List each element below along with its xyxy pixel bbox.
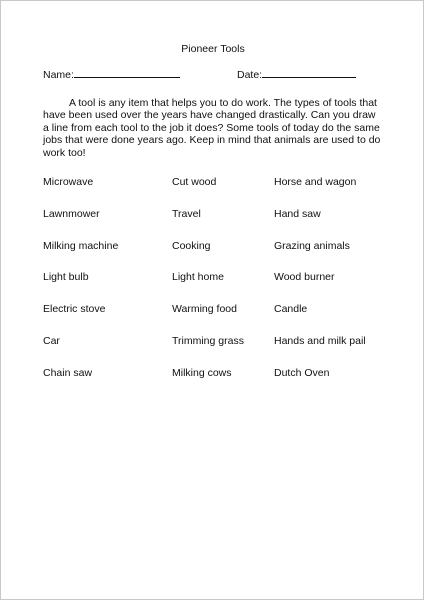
date-field: [237, 67, 356, 81]
job: Trimming grass: [172, 334, 244, 347]
name-field: [43, 67, 180, 81]
modern-tool: Light bulb: [43, 271, 89, 284]
pioneer-tool: Hand saw: [274, 207, 321, 220]
job: Light home: [172, 271, 224, 284]
name-blank-line: [74, 67, 180, 78]
job: Travel: [172, 207, 201, 220]
modern-tool: Milking machine: [43, 239, 119, 252]
match-row: [43, 335, 403, 367]
instructions-paragraph: A tool is any item that helps you to do work. The types of tools that have been used over the years have changed drastically. Can you draw a line from each tool to the job it does? Some tools of today do the same jobs that were done years ago. Keep in mind that animals are used to do work too!: [43, 97, 381, 159]
modern-tool: Microwave: [43, 176, 94, 188]
job: Milking cows: [172, 366, 232, 379]
modern-tool: Electric stove: [43, 303, 106, 316]
pioneer-tool: Wood burner: [274, 271, 335, 284]
pioneer-tool: Dutch Oven: [274, 366, 330, 379]
job: Cut wood: [172, 176, 217, 188]
job: Warming food: [172, 303, 237, 316]
pioneer-tool: Candle: [274, 303, 308, 316]
date-label: Date:: [237, 69, 263, 81]
pioneer-tool: Grazing animals: [274, 239, 350, 252]
match-row: [43, 303, 403, 335]
name-label: Name:: [43, 69, 74, 81]
modern-tool: Lawnmower: [43, 207, 100, 220]
pioneer-tool: Horse and wagon: [274, 176, 357, 188]
modern-tool: Chain saw: [43, 366, 93, 379]
match-row: [43, 176, 403, 208]
match-row: [43, 271, 403, 303]
pioneer-tool: Hands and milk pail: [274, 334, 366, 347]
worksheet-title: Pioneer Tools: [181, 43, 245, 55]
match-row: [43, 208, 403, 240]
date-blank-line: [262, 67, 356, 78]
job: Cooking: [172, 239, 211, 252]
modern-tool: Car: [43, 334, 60, 347]
match-row: [43, 240, 403, 272]
matching-table: [43, 176, 403, 399]
match-row: [43, 367, 403, 399]
